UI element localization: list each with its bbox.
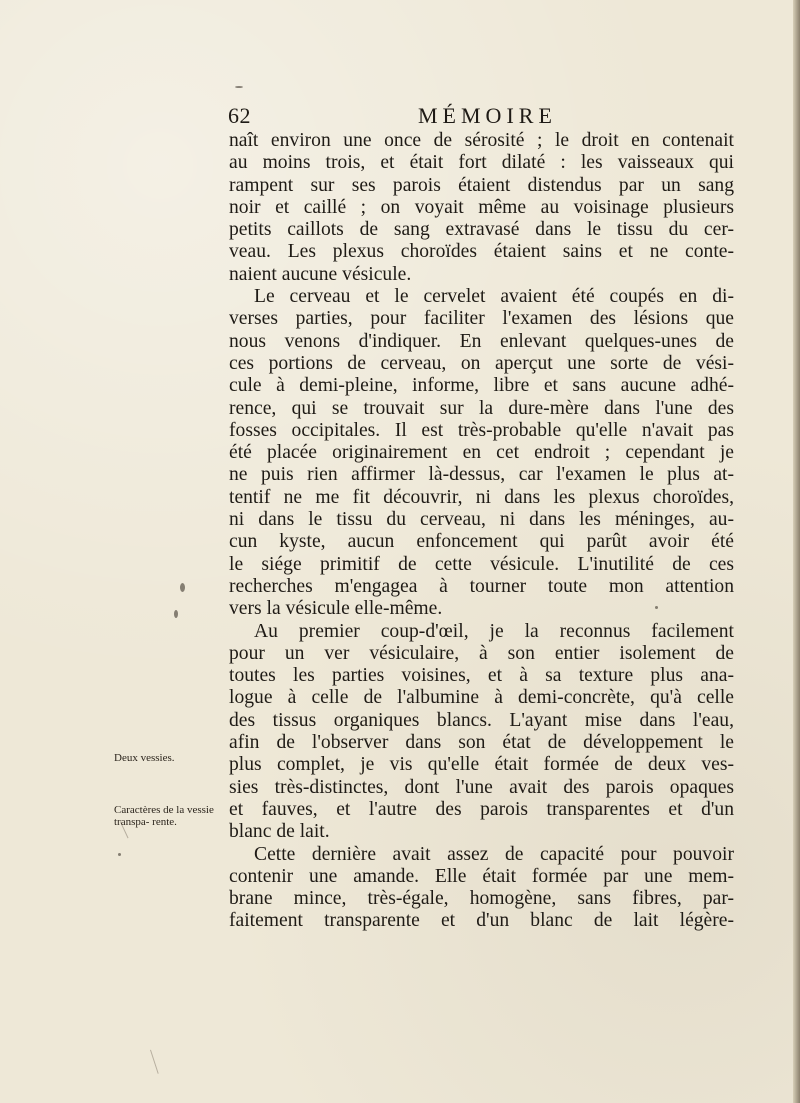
body-text: [229, 130, 734, 933]
text-line: fosses occipitales. Il est très-probable qu'elle n'avait pas: [229, 419, 734, 441]
page-edge: [793, 0, 800, 1103]
ink-speck: [174, 610, 178, 618]
text-line: naît environ une once de sérosité ; le droit en contenait: [229, 130, 734, 151]
ink-speck: [655, 606, 658, 609]
text-line: ni dans le tissu du cerveau, ni dans les méninges, au-: [229, 509, 734, 531]
text-line: rampent sur ses parois étaient distendus par un sang: [229, 174, 734, 196]
text-line: logue à celle de l'albumine à demi-concrète, qu'à celle: [229, 687, 734, 709]
text-line: cule à demi-pleine, informe, libre et sans aucune adhé-: [229, 375, 734, 397]
text-line: toutes les parties voisines, et à sa texture plus ana-: [229, 665, 734, 687]
text-line: pour un ver vésiculaire, à son entier isolement de: [229, 642, 734, 664]
margin-note-deux-vessies: Deux vessies.: [114, 752, 175, 764]
text-line: vers la vésicule elle-même.: [229, 598, 443, 620]
text-line: petits caillots de sang extravasé dans le tissu du cer-: [229, 219, 734, 241]
text-line: recherches m'engagea à tourner toute mon attention: [229, 575, 734, 597]
text-line: brane mince, très-égale, homogène, sans fibres, par-: [229, 888, 734, 910]
text-line: et fauves, et l'autre des parois transparentes et d'un: [229, 798, 734, 820]
text-line: tentif ne me fit découvrir, ni dans les plexus choroïdes,: [229, 486, 734, 508]
text-line: contenir une amande. Elle était formée par une mem-: [229, 865, 734, 887]
text-line: ne puis rien affirmer là-dessus, car l'examen le plus at-: [229, 464, 734, 486]
text-line: le siége primitif de cette vésicule. L'inutilité de ces: [229, 553, 734, 575]
ink-speck: [235, 86, 243, 88]
text-line: Cette dernière avait assez de capacité pour pouvoir: [254, 843, 734, 865]
ink-speck: [180, 583, 185, 592]
text-line: naient aucune vésicule.: [229, 263, 412, 285]
running-header: [228, 100, 598, 132]
text-line: nous venons d'indiquer. En enlevant quelques-unes de: [229, 330, 734, 352]
paper-scratch: [150, 1050, 159, 1074]
text-line: sies très-distinctes, dont l'une avait des parois opaques: [229, 776, 734, 798]
text-line: Le cerveau et le cervelet avaient été coupés en di-: [254, 286, 734, 308]
text-line: afin de l'observer dans son état de développement le: [229, 732, 734, 754]
text-line: Au premier coup-d'œil, je la reconnus facilement: [254, 620, 734, 642]
running-title: MÉMOIRE: [418, 103, 557, 128]
text-line: cun kyste, aucun enfoncement qui parût avoir été: [229, 531, 734, 553]
text-line: plus complet, je vis qu'elle était formée de deux ves-: [229, 754, 734, 776]
text-line: veau. Les plexus choroïdes étaient sains et ne conte-: [229, 241, 734, 263]
page-number: 62: [228, 103, 251, 128]
text-line: rence, qui se trouvait sur la dure-mère dans l'une des: [229, 397, 734, 419]
text-line: verses parties, pour faciliter l'examen des lésions que: [229, 308, 734, 330]
text-line: été placée originairement en cet endroit ; cependant je: [229, 442, 734, 464]
ink-speck: [118, 853, 121, 856]
text-line: ces portions de cerveau, on aperçut une sorte de vési-: [229, 352, 734, 374]
text-line: faitement transparente et d'un blanc de lait légère-: [229, 910, 734, 932]
text-line: des tissus organiques blancs. L'ayant mise dans l'eau,: [229, 709, 734, 731]
text-line: au moins trois, et était fort dilaté : les vaisseaux qui: [229, 152, 734, 174]
margin-note-caracteres: Caractères de la vessie transpa- rente.: [114, 804, 214, 828]
text-line: noir et caillé ; on voyait même au voisinage plusieurs: [229, 196, 734, 218]
text-line: blanc de lait.: [229, 821, 330, 843]
